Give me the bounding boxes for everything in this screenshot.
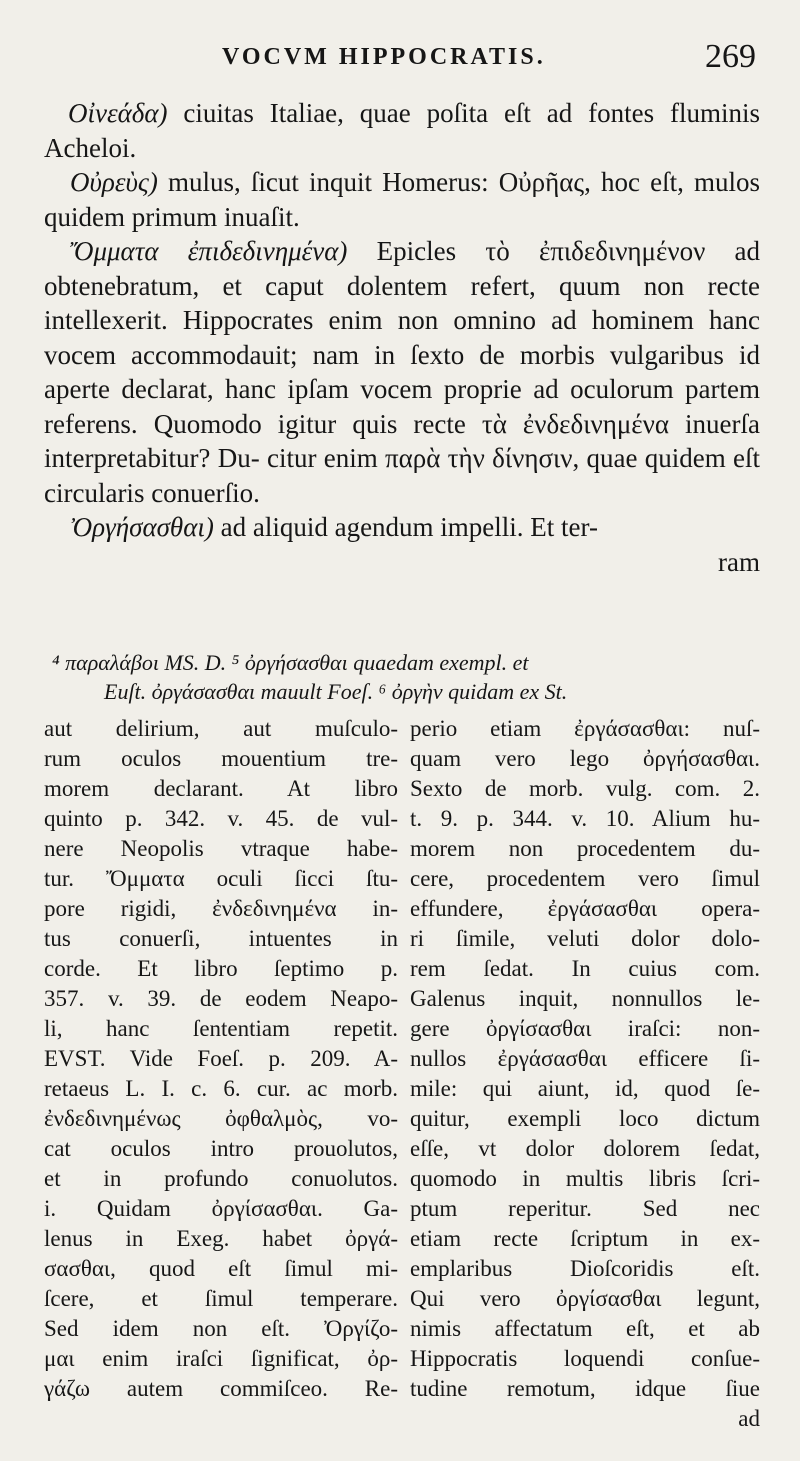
footnote-line: Euſt. ὀργάσασθαι mauult Foeſ. ⁶ ὀργὴν quidam ex St. bbox=[104, 679, 568, 704]
entry-line: conuerſio. bbox=[151, 477, 260, 508]
column-line: nimis affectatum eſt, et ab bbox=[410, 1316, 760, 1341]
column-line: quam vero lego ὀργήσασθαι. bbox=[410, 746, 760, 771]
entry-line: ad aliquid agendum impelli. Et ter- bbox=[220, 512, 598, 542]
column-line: σασθαι, quod eſt ſimul mi- bbox=[44, 1256, 398, 1281]
column-line: tudine remotum, idque ſiue bbox=[410, 1376, 760, 1401]
column-line: Galenus inquit, nonnullos le- bbox=[410, 986, 760, 1011]
left-column bbox=[44, 714, 398, 1404]
column-line: μαι enim iraſci ſignificat, ὀρ- bbox=[44, 1346, 398, 1371]
column-catchword: ad bbox=[738, 1406, 760, 1431]
column-line: li, hanc ſententiam repetit. bbox=[44, 1016, 398, 1041]
column-line: pore rigidi, ἐνδεδινημένα in- bbox=[44, 896, 398, 921]
column-line: i. Quidam ὀργίσασθαι. Ga- bbox=[44, 1196, 398, 1221]
column-line: nullos ἐργάσασθαι efficere ſi- bbox=[410, 1046, 760, 1071]
column-line: corde. Et libro ſeptimo p. bbox=[44, 956, 398, 981]
footnotes bbox=[44, 648, 760, 706]
column-line: nere Neopolis vtraque habe- bbox=[44, 836, 398, 861]
column-divider bbox=[401, 720, 402, 1420]
entry-line: Epicles τὸ ἐπιδεδινημένον bbox=[376, 236, 706, 266]
commentary-columns bbox=[44, 714, 760, 1434]
column-line: perio etiam ἐργάσασθαι: nuſ- bbox=[410, 716, 760, 741]
entry-line: hominem hanc vocem accommodauit; nam in ſexto de bbox=[44, 305, 760, 370]
entry-oineada bbox=[44, 96, 760, 165]
column-line: ptum reperitur. Sed nec bbox=[410, 1196, 760, 1221]
column-line: gere ὀργίσασθαι iraſci: non- bbox=[410, 1016, 760, 1041]
column-line: γάζω autem commiſceo. Re- bbox=[44, 1376, 398, 1401]
column-line: Hippocratis loquendi conſue- bbox=[410, 1346, 760, 1371]
column-line: tur. Ὄμματα oculi ſicci ſtu- bbox=[44, 866, 398, 891]
column-line: tus conuerſi, intuentes in bbox=[44, 926, 398, 951]
column-line: Qui vero ὀργίσασθαι legunt, bbox=[410, 1286, 760, 1311]
column-line: morem non procedentem du- bbox=[410, 836, 760, 861]
lemma: Ὄμματα ἐπιδεδινημένα) bbox=[70, 236, 348, 266]
column-line: effundere, ἐργάσασθαι opera- bbox=[410, 896, 760, 921]
column-line: rem ſedat. In cuius com. bbox=[410, 956, 760, 981]
column-line: Sed idem non eſt. Ὀργίζο- bbox=[44, 1316, 398, 1341]
column-line: ſcere, et ſimul temperare. bbox=[44, 1286, 398, 1311]
column-line: cere, procedentem vero ſimul bbox=[410, 866, 760, 891]
entry-line: ciuitas Italiae, quae poſita eſt ad fontes bbox=[183, 98, 655, 128]
column-line: rum oculos mouentium tre- bbox=[44, 746, 398, 771]
column-line: eſſe, vt dolor dolorem ſedat, bbox=[410, 1136, 760, 1161]
entry-line: citur enim παρὰ τὴν δίνησιν, quae quidem eſt circularis bbox=[44, 443, 760, 508]
entry-line: ad obtenebratum, et caput dolentem refert, quum non bbox=[44, 236, 761, 301]
entry-line: quis recte τὰ ἐνδεδινημένα inuerſa interpretabitur? Du- bbox=[44, 408, 761, 473]
lemma: Οἰνεάδα) bbox=[68, 98, 168, 128]
column-line: et in profundo conuolutos. bbox=[44, 1166, 398, 1191]
column-line: quinto p. 342. v. 45. de vul- bbox=[44, 806, 398, 831]
entry-oureus bbox=[44, 165, 760, 234]
right-column bbox=[410, 714, 760, 1434]
column-line: quitur, exempli loco dictum bbox=[410, 1106, 760, 1131]
entry-line: fluminis Acheloi. bbox=[44, 98, 760, 163]
column-line: aut delirium, aut muſculo- bbox=[44, 716, 398, 741]
entry-line-catchword: ram bbox=[718, 546, 760, 577]
column-line: cat oculos intro prouolutos, bbox=[44, 1136, 398, 1161]
main-text bbox=[44, 96, 760, 579]
column-line: etiam recte ſcriptum in ex- bbox=[410, 1226, 760, 1251]
entry-orgesasthai bbox=[44, 510, 760, 545]
column-line: quomodo in multis libris ſcri- bbox=[410, 1166, 760, 1191]
entry-line: mulus, ſicut inquit Homerus: Οὐρῆας, bbox=[167, 167, 591, 197]
column-line: ri ſimile, veluti dolor dolo- bbox=[410, 926, 760, 951]
column-line: 357. v. 39. de eodem Neapo- bbox=[44, 986, 398, 1011]
lemma: Οὐρεὺς) bbox=[70, 167, 158, 197]
column-line: emplaribus Dioſcoridis eſt. bbox=[410, 1256, 760, 1281]
lemma: Ὀργήσασθαι) bbox=[70, 512, 214, 542]
column-line: retaeus L. I. c. 6. cur. ac morb. bbox=[44, 1076, 398, 1101]
entry-line: proprie ad oculorum partem referens. Quomodo igitur bbox=[44, 374, 760, 439]
column-line: morem declarant. At libro bbox=[44, 776, 398, 801]
page-header bbox=[0, 40, 800, 84]
entry-line: recte intellexerit. Hippocrates enim non omnino ad bbox=[44, 270, 760, 335]
column-line: mile: qui aiunt, id, quod ſe- bbox=[410, 1076, 760, 1101]
page-number: 269 bbox=[705, 38, 756, 75]
column-line: EVST. Vide Foeſ. p. 209. A- bbox=[44, 1046, 398, 1071]
column-line: Sexto de morb. vulg. com. 2. bbox=[410, 776, 760, 801]
running-head: VOCVM HIPPOCRATIS. bbox=[222, 44, 546, 70]
column-line: ἐνδεδινημένως ὀφθαλμὸς, vo- bbox=[44, 1106, 398, 1131]
entry-ommata bbox=[44, 234, 760, 510]
entry-line: hoc eſt, mulos quidem primum inuaſit. bbox=[44, 167, 760, 232]
footnote-line: ⁴ παραλάβοι MS. D. ⁵ ὀργήσασθαι quaedam exempl. et bbox=[52, 650, 529, 675]
entry-line: morbis vulgaribus id aperte declarat, hanc ipſam vocem bbox=[44, 339, 760, 404]
column-line: lenus in Exeg. habet ὀργά- bbox=[44, 1226, 398, 1251]
column-line: t. 9. p. 344. v. 10. Alium hu- bbox=[410, 806, 760, 831]
